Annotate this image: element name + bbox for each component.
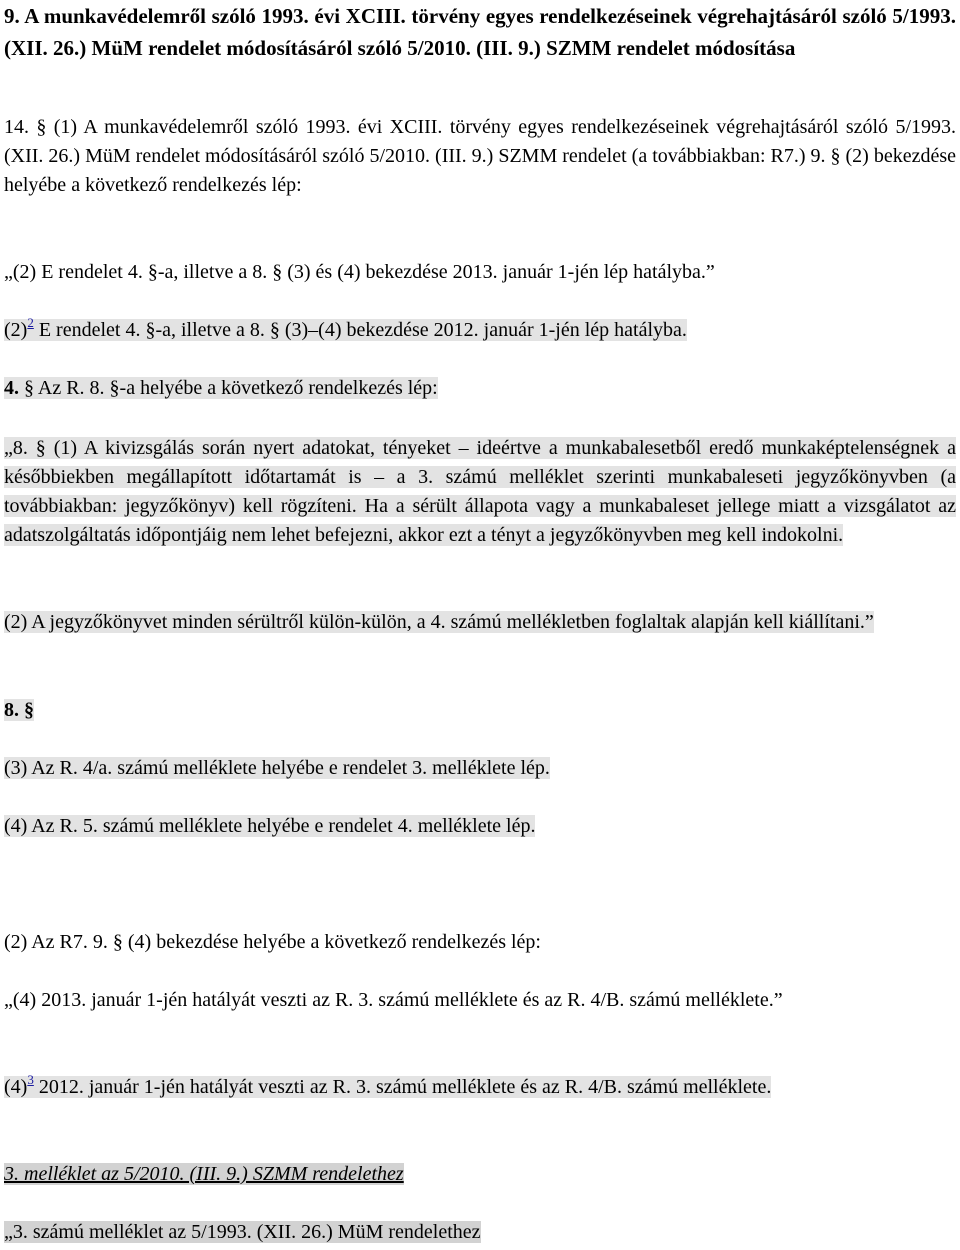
paragraph-8-3-text: (3) Az R. 4/a. számú melléklete helyébe e rendelet 3. melléklete lép.: [4, 757, 550, 779]
amended-provision-2-highlight: [4, 315, 687, 341]
footnote-link-3[interactable]: 3: [27, 1072, 34, 1087]
amended-provision-4-highlight: [4, 1072, 772, 1098]
paragraph-8-4: [4, 812, 956, 841]
paragraph-8-4-text: (4) Az R. 5. számú melléklete helyébe e rendelet 4. melléklete lép.: [4, 815, 536, 837]
quoted-section-8-2-text: (2) A jegyzőkönyvet minden sérültről külön-külön, a 4. számú mellékletben foglaltak alapján kell kiállítani.”: [4, 611, 874, 633]
paragraph-2-r7: [4, 928, 956, 957]
quoted-original-provision: [4, 258, 956, 287]
paragraph-4-text: § Az R. 8. §-a helyébe a következő rendelkezés lép:: [19, 377, 438, 399]
quoted-provision-4: [4, 986, 956, 1015]
annex-3-quoted-title-text: „3. számú melléklet az 5/1993. (XII. 26.) MüM rendelethez: [4, 1221, 481, 1243]
section-heading: [4, 0, 956, 64]
quoted-section-8-1-text: „8. § (1) A kivizsgálás során nyert adatokat, tényeket – ideértve a munkabalesetből eredő munkaképtelenségnek a későbbiekben megállapított időtartamát is – a 3. számú melléklet szerinti munkabaleseti jegyzőkönyvben (a továbbiakban: jegyzőkönyv) kell rögzíteni. Ha a sérült állapota vagy a munkabaleset jellege miatt a vizsgálatot az adatszolgáltatás időpontjáig nem lehet befejezni, akkor ezt a tényt a jegyzőkönyvben meg kell indokolni.: [4, 437, 956, 546]
paragraph-8-3: [4, 754, 956, 783]
quoted-section-8-1: [4, 434, 956, 550]
footnote-link-2[interactable]: 2: [27, 315, 34, 330]
section-8-label-text: 8. §: [4, 699, 34, 721]
amended-provision-2-body: E rendelet 4. §-a, illetve a 8. § (3)–(4) bekezdése 2012. január 1-jén lép hatályba.: [33, 319, 687, 341]
annex-3-title: [4, 1160, 956, 1189]
quoted-original-provision-text: „(2) E rendelet 4. §-a, illetve a 8. § (3) és (4) bekezdése 2013. január 1-jén lép hatályba.”: [4, 261, 715, 283]
annex-3-quoted-title: [4, 1218, 956, 1247]
quoted-section-8-2: [4, 608, 956, 637]
annex-3-title-text: 3. melléklet az 5/2010. (III. 9.) SZMM rendelethez: [4, 1163, 404, 1185]
paragraph-2-r7-text: (2) Az R7. 9. § (4) bekezdése helyébe a következő rendelkezés lép:: [4, 931, 541, 953]
paragraph-4-number: 4.: [4, 377, 19, 399]
quoted-provision-4-text: „(4) 2013. január 1-jén hatályát veszti az R. 3. számú melléklete és az R. 4/B. számú melléklete.”: [4, 989, 783, 1011]
amended-provision-4-body: 2012. január 1-jén hatályát veszti az R. 3. számú melléklete és az R. 4/B. számú melléklete.: [33, 1076, 772, 1098]
amended-provision-2-prefix: (2): [4, 319, 28, 341]
amended-provision-4-prefix: (4): [4, 1076, 28, 1098]
paragraph-14-1: [4, 113, 956, 200]
paragraph-14-1-text: 14. § (1) A munkavédelemről szóló 1993. évi XCIII. törvény egyes rendelkezéseinek végrehajtásáról szóló 5/1993. (XII. 26.) MüM rendelet módosításáról szóló 5/2010. (III. 9.) SZMM rendelet (a továbbiakban: R7.) 9. § (2) bekezdése helyébe a következő rendelkezés lép:: [4, 116, 956, 196]
paragraph-4: [4, 374, 956, 403]
section-8-label: [4, 696, 956, 725]
amended-provision-4: [4, 1073, 956, 1102]
amended-provision-2: [4, 316, 956, 345]
paragraph-4-highlight: [4, 377, 438, 399]
section-heading-text: 9. A munkavédelemről szóló 1993. évi XCIII. törvény egyes rendelkezéseinek végrehajtásáról szóló 5/1993. (XII. 26.) MüM rendelet módosításáról szóló 5/2010. (III. 9.) SZMM rendelet módosítása: [4, 4, 956, 60]
